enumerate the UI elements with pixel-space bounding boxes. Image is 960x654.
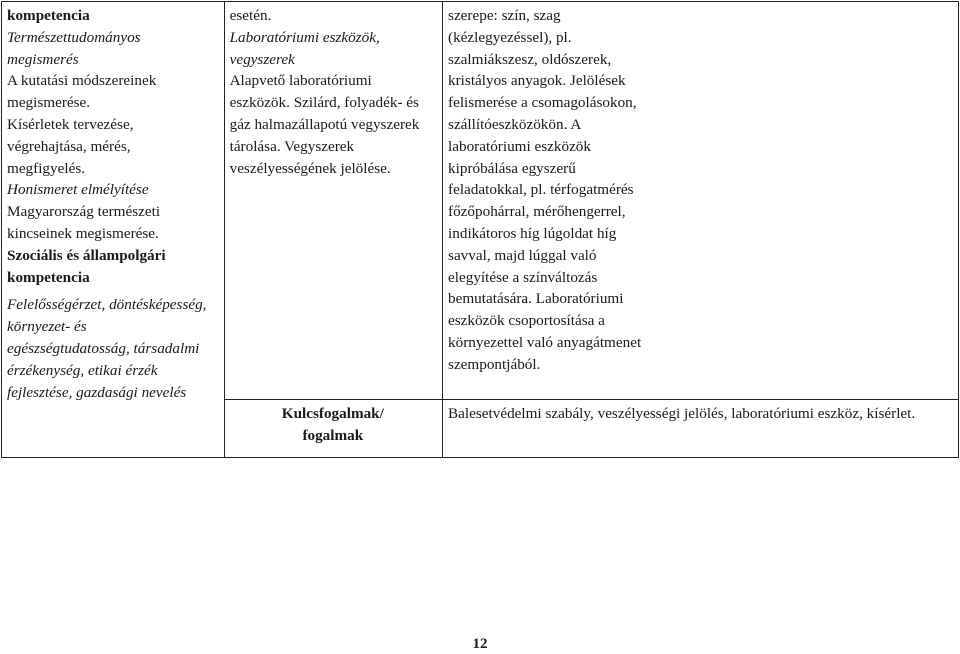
text-line: esetén. [229, 7, 272, 24]
text-line: Kísérletek tervezése, [7, 115, 134, 133]
text-line: kompetencia [7, 7, 90, 24]
text-line: savval, majd lúggal való [448, 246, 597, 264]
text-line: érzékenység, etikai érzék [7, 361, 158, 379]
text-line: környezettel való anyagátmenet [448, 333, 642, 351]
text-line: szerepe: szín, szag [448, 7, 561, 24]
text-line: Természettudományos [7, 28, 141, 46]
text-line: megismerés [7, 50, 79, 68]
text-line: megismerése. [7, 94, 91, 112]
activity-cell [443, 2, 959, 400]
text-line: Magyarország természeti [7, 203, 161, 221]
text-line: eszközök. Szilárd, folyadék- és [229, 94, 419, 112]
text-line: főzőpohárral, mérőhengerrel, [448, 203, 626, 221]
text-line: Honismeret elmélyítése [7, 181, 149, 199]
text-line: kompetencia [7, 268, 90, 286]
keywords-value: Balesetvédelmi szabály, veszélyességi jelölés, laboratóriumi eszköz, kísérlet. [448, 405, 916, 422]
text-line: környezet- és [7, 318, 87, 336]
text-line: szempontjából. [448, 355, 541, 373]
text-line: végrehajtása, mérés, [7, 137, 131, 155]
text-line: Szociális és állampolgári [7, 246, 166, 264]
text-line: vegyszerek [229, 50, 295, 68]
topic-cell [224, 2, 442, 400]
table-row [2, 2, 959, 400]
text-line: szalmiákszesz, oldószerek, [448, 50, 612, 68]
keywords-label-cell [224, 400, 442, 458]
text-line: veszélyességének jelölése. [229, 159, 391, 177]
text-line: feladatokkal, pl. térfogatmérés [448, 181, 634, 199]
text-line: fejlesztése, gazdasági nevelés [7, 383, 187, 401]
text-line: tárolása. Vegyszerek [229, 137, 355, 155]
text-line: Alapvető laboratóriumi [229, 72, 372, 90]
text-line: kincseinek megismerése. [7, 224, 159, 242]
text-line: A kutatási módszereinek [7, 72, 157, 90]
text-line: kristályos anyagok. Jelölések [448, 72, 626, 90]
page-number: 12 [472, 636, 488, 652]
text-line: eszközök csoportosítása a [448, 312, 605, 330]
text-line: Felelősségérzet, döntésképesség, [7, 296, 207, 314]
text-line: (kézlegyezéssel), pl. [448, 28, 572, 46]
keywords-label: Kulcsfogalmak/ [281, 405, 384, 422]
keywords-value-cell [443, 400, 959, 458]
text-line: kipróbálása egyszerű [448, 159, 576, 177]
text-line: egészségtudatosság, társadalmi [7, 339, 200, 357]
curriculum-table [1, 1, 959, 458]
keywords-label-cont: fogalmak [302, 426, 364, 444]
text-line: szállítóeszközökön. A [448, 115, 582, 133]
text-line: felismerése a csomagolásokon, [448, 94, 637, 112]
text-line: gáz halmazállapotú vegyszerek [229, 115, 420, 133]
text-line: laboratóriumi eszközök [448, 137, 591, 155]
text-line: indikátoros híg lúgoldat híg [448, 224, 617, 242]
text-line: bemutatására. Laboratóriumi [448, 290, 624, 308]
text-line: Laboratóriumi eszközök, [229, 28, 380, 46]
competence-cell [2, 2, 225, 458]
text-line: megfigyelés. [7, 159, 86, 177]
text-line: elegyítése a színváltozás [448, 268, 598, 286]
